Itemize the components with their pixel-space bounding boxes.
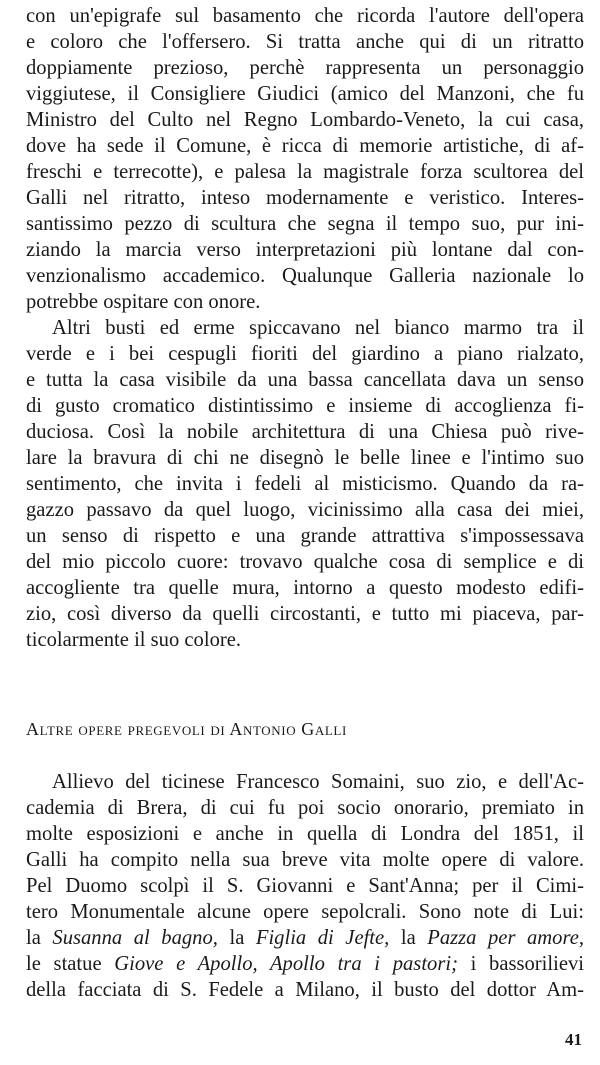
text-line: del mio piccolo cuore: trovavo qualche cosa di semplice e di [26,551,584,573]
text-line: Galli nel ritratto, inteso modernamente e veristico. Interes- [26,187,584,209]
text-line: accogliente tra quelle mura, intorno a questo modesto edifi- [26,577,584,599]
text-line [26,951,584,977]
text-line: lare la bravura di chi ne disegnò le belle linee e l'intimo suo [26,447,584,469]
text-run: le statue [26,953,115,975]
text-line [26,925,584,951]
text-line: Allievo del ticinese Francesco Somaini, suo zio, e dell'Ac- [52,771,584,793]
text-line: potrebbe ospitare con onore. [26,291,261,313]
text-line: della facciata di S. Fedele a Milano, il busto del dottor Am- [26,979,584,1001]
text-line: e tutta la casa visibile da una bassa cancellata dava un senso [26,369,584,391]
work-title: Pazza per amore, [427,927,584,949]
work-title: Figlia di Jefte, [255,927,390,949]
text-line: con un'epigrafe sul basamento che ricorda l'autore dell'opera [26,5,584,27]
text-line: sentimento, che invita i fedeli al misticismo. Quando da ra- [26,473,584,495]
text-line: freschi e terrecotte), e palesa la magistrale forza scultorea del [26,161,584,183]
text-line: santissimo pezzo di scultura che segna il tempo suo, pur ini- [26,213,584,235]
text-line: un senso di rispetto e una grande attrattiva s'impossessava [26,525,584,547]
text-line: tero Monumentale alcune opere sepolcrali. Sono note di Lui: [26,901,584,923]
text-line: ticolarmente il suo colore. [26,629,242,651]
section-heading: Altre opere pregevoli di Antonio Galli [26,719,347,739]
text-line: zio, così diverso da quelli circostanti, e tutto mi piaceva, par- [26,603,584,625]
text-run: la [389,927,428,949]
text-line: cademia di Brera, di cui fu poi socio onorario, premiato in [26,797,584,819]
text-line: verde e i bei cespugli fioriti del giardino a piano rialzato, [26,343,584,365]
text-run: la [26,927,53,949]
text-line: venzionalismo accademico. Qualunque Galleria nazionale lo [26,265,584,287]
text-line: e coloro che l'offersero. Si tratta anche qui di un ritratto [26,31,584,53]
text-line: Galli ha compito nella sua breve vita molte opere di valore. [26,849,584,871]
text-line: Altri busti ed erme spiccavano nel bianco marmo tra il [52,317,584,339]
page-number: 41 [565,1030,582,1049]
text-line: Pel Duomo scolpì il S. Giovanni e Sant'Anna; per il Cimi- [26,875,584,897]
text-line: Ministro del Culto nel Regno Lombardo-Veneto, la cui casa, [26,109,584,131]
text-line: gazzo passavo da quel luogo, vicinissimo alla casa dei miei, [26,499,584,521]
text-run: i bassorilievi [457,953,584,975]
text-line: ziando la marcia verso interpretazioni più lontane dal con- [26,239,584,261]
text-line: viggiutese, il Consigliere Giudici (amico del Manzoni, che fu [26,83,584,105]
text-run: la [217,927,256,949]
text-line: duciosa. Così la nobile architettura di una Chiesa può rive- [26,421,584,443]
text-line: di gusto cromatico distintissimo e insieme di accoglienza fi- [26,395,584,417]
text-line: molte esposizioni e anche in quella di Londra del 1851, il [26,823,584,845]
text-line: doppiamente prezioso, perchè rappresenta un personaggio [26,57,584,79]
work-title: Susanna al bagno, [52,927,218,949]
work-title: Giove e Apollo, Apollo tra i pastori; [114,953,458,975]
text-line: dove ha sede il Comune, è ricca di memorie artistiche, di af- [26,135,584,157]
